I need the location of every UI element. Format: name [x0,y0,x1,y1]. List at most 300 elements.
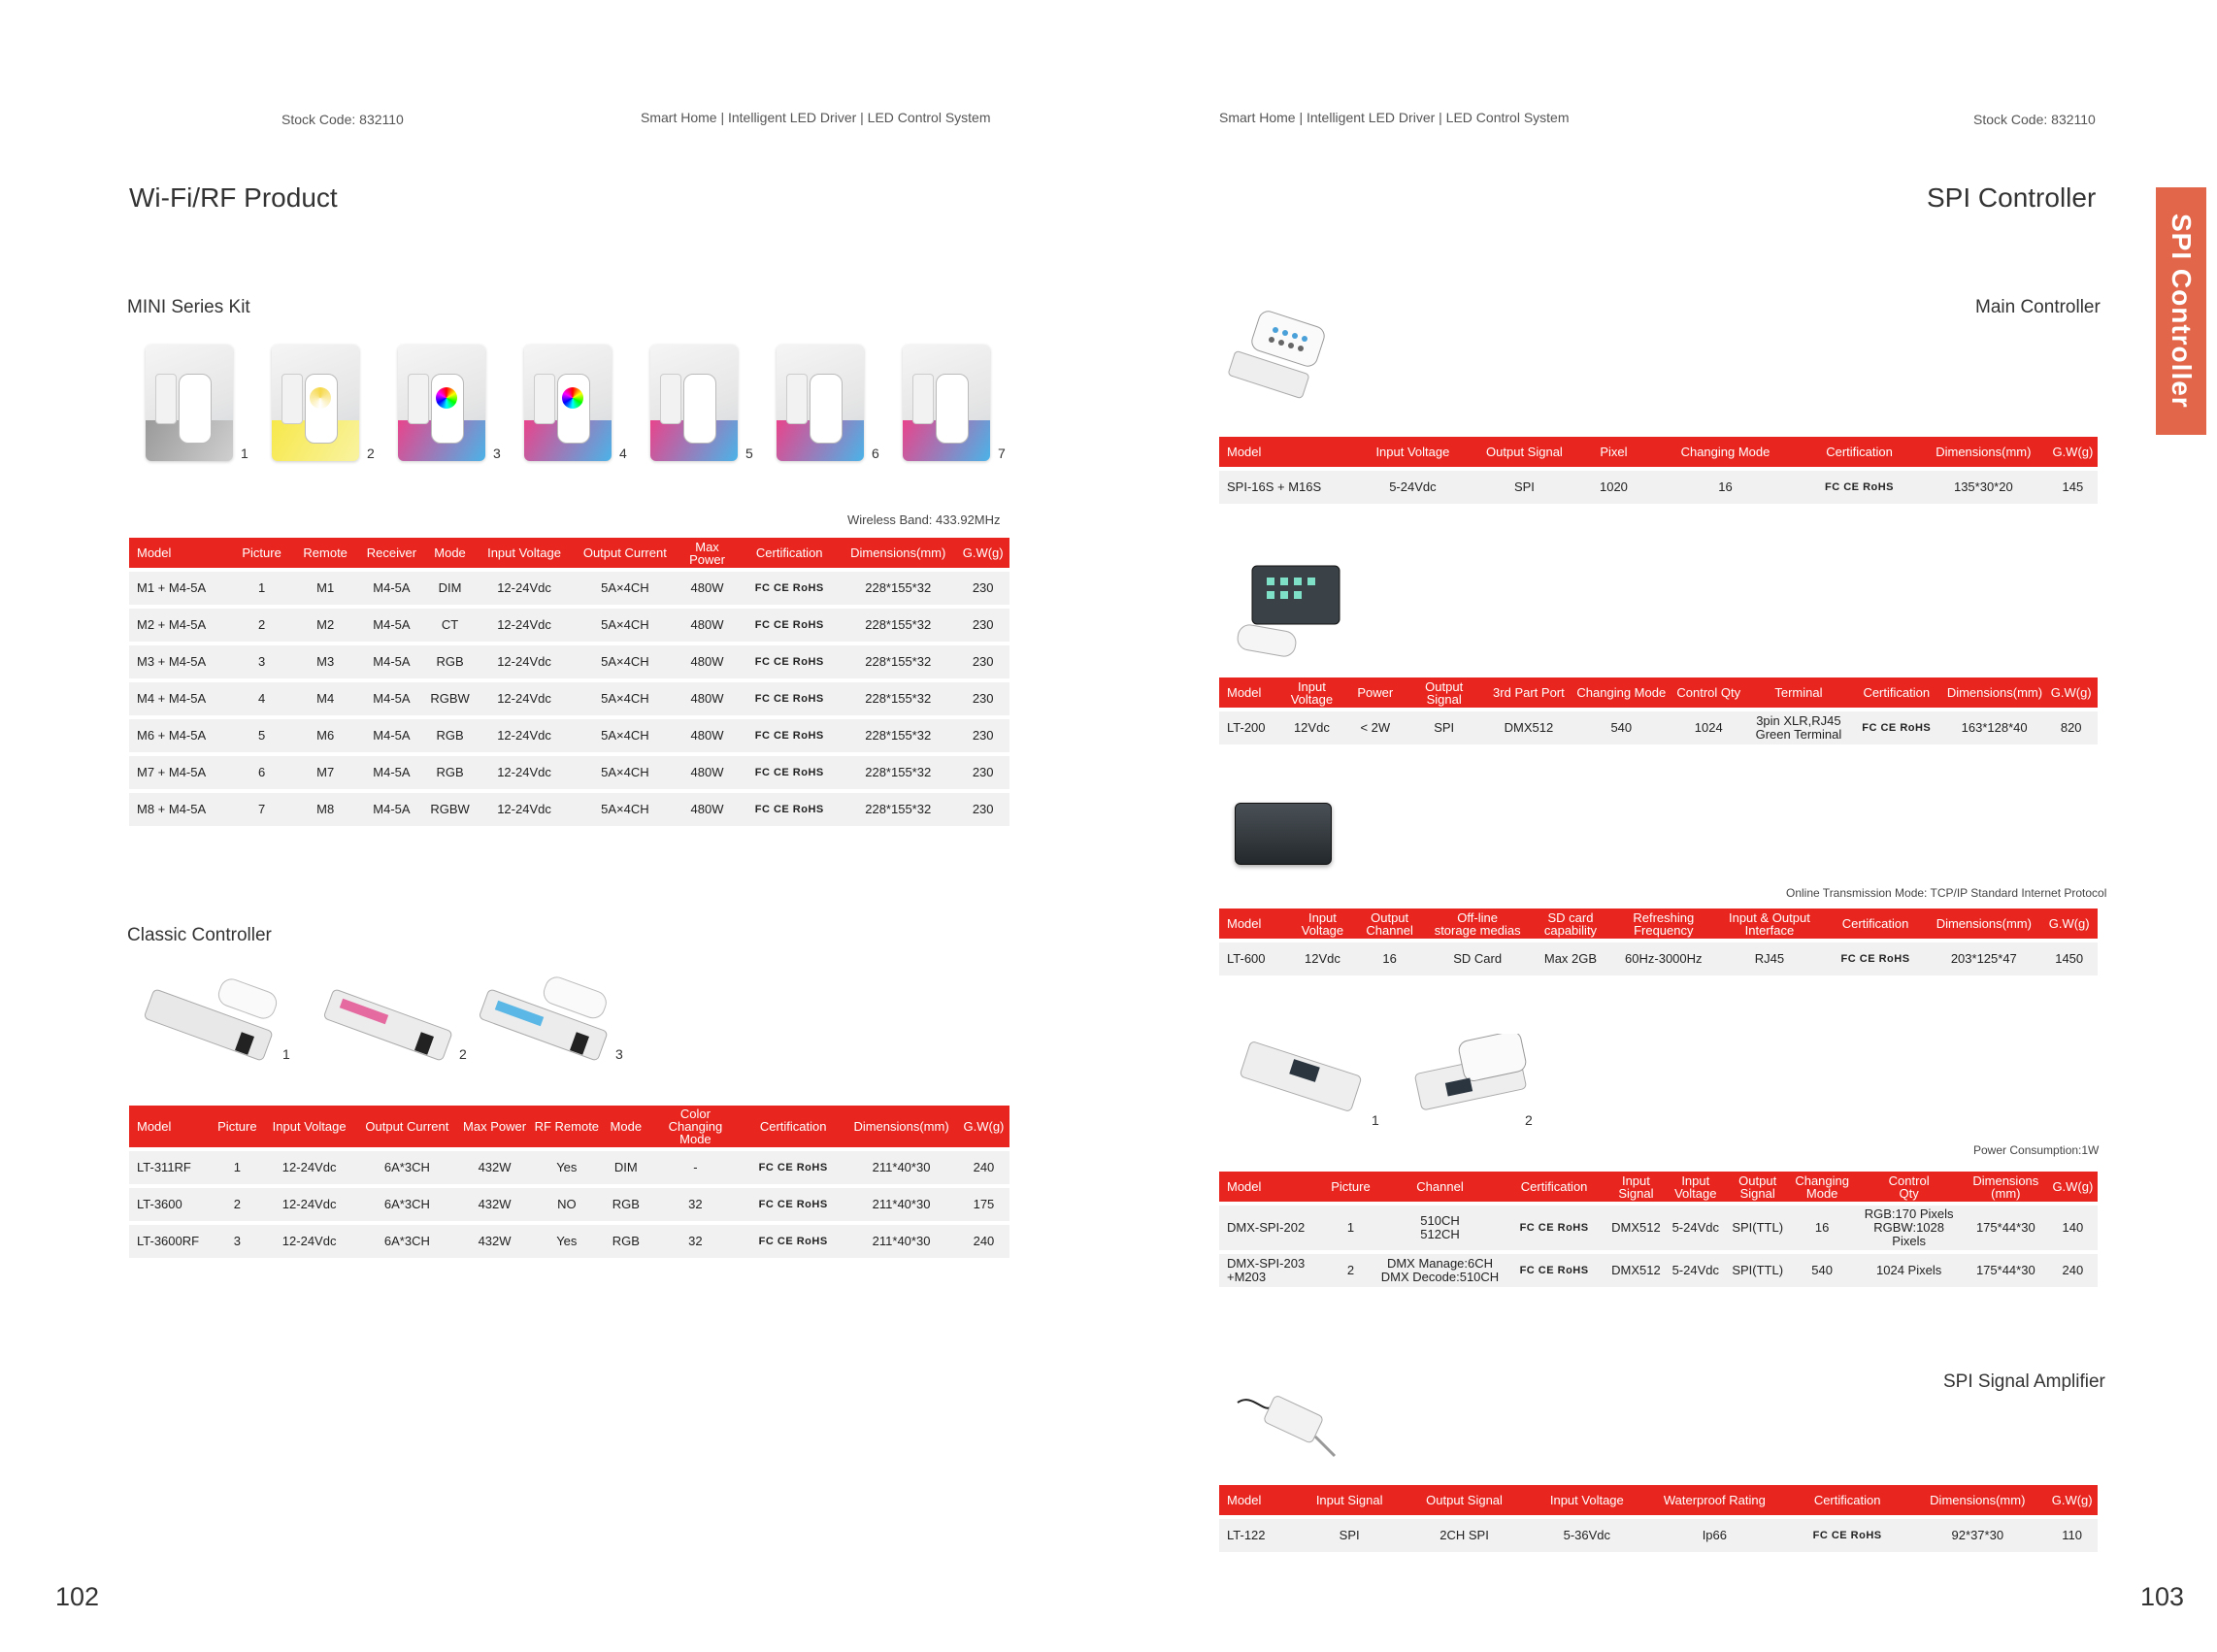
side-tab-spi-controller: SPI Controller [2156,187,2206,435]
table-cell: RGB [426,645,474,678]
table-cell: 135*30*20 [1919,471,2048,504]
column-header: Dimensions(mm) [1944,677,2045,708]
table-row [129,1188,1009,1221]
table-cell: 16 [1353,942,1426,975]
mini-kit-images [146,345,1029,461]
table-cell: 230 [956,756,1009,789]
table-cell: M4-5A [357,756,426,789]
table-cell: DMX512 [1606,1254,1666,1287]
table-cell: RJ45 [1715,942,1824,975]
table-cell: LT-3600RF [129,1225,212,1258]
picture-number: 2 [459,1046,467,1062]
certification-cell: FC CE RoHS [742,1151,844,1184]
table-cell: 175*44*30 [1964,1206,2048,1250]
table-cell: 510CH 512CH [1378,1206,1503,1250]
table-cell: 110 [2046,1519,2098,1552]
table-cell: 12-24Vdc [474,756,575,789]
certification-cell: FC CE RoHS [739,572,840,605]
table-cell: 432W [458,1225,530,1258]
table-cell: 92*37*30 [1908,1519,2046,1552]
certification-cell: FC CE RoHS [742,1188,844,1221]
table-cell: 480W [676,609,740,642]
column-header: G.W(g) [2044,677,2098,708]
table-row [1219,711,2098,744]
column-header: Input Voltage [263,1106,355,1147]
table-cell: M1 [293,572,357,605]
table-cell: M7 + M4-5A [129,756,230,789]
column-header: Dimensions(mm) [840,538,956,568]
table-cell: - [649,1151,742,1184]
table-cell: DMX-SPI-202 [1219,1206,1323,1250]
table-cell: LT-200 [1219,711,1277,744]
picture-number: 1 [1372,1112,1379,1128]
column-header: Changing Mode [1573,677,1669,708]
table-cell: M3 [293,645,357,678]
column-header: Input Voltage [474,538,575,568]
table-cell: 5A×4CH [575,793,676,826]
column-header: Model [1219,677,1277,708]
table-cell: 228*155*32 [840,682,956,715]
column-header: Input & Output Interface [1715,909,1824,939]
column-header: Control Qty [1854,1172,1963,1202]
column-header: Input Voltage [1292,909,1354,939]
table-cell: 228*155*32 [840,645,956,678]
spi-signal-amplifier-heading: SPI Signal Amplifier [1943,1371,2105,1392]
table-cell: 12-24Vdc [474,609,575,642]
table-cell: SPI [1301,1519,1398,1552]
controller-device-icon [1233,1034,1553,1140]
picture-number: 3 [493,446,501,461]
table-cell: 5-36Vdc [1531,1519,1643,1552]
table-cell: 480W [676,682,740,715]
table-cell: < 2W [1346,711,1405,744]
table-cell: Ip66 [1643,1519,1786,1552]
certification-cell: FC CE RoHS [1824,942,1927,975]
table-cell: 1020 [1576,471,1651,504]
column-header: Max Power [676,538,740,568]
lt-600-table [1219,905,2098,979]
table-cell: LT-3600 [129,1188,212,1221]
column-header: Output Signal [1398,1485,1531,1515]
wireless-band-note: Wireless Band: 433.92MHz [847,512,1001,527]
column-header: G.W(g) [956,538,1009,568]
table-cell: 2 [1323,1254,1377,1287]
table-cell: 480W [676,719,740,752]
table-cell: SPI(TTL) [1725,1206,1789,1250]
table-cell: 480W [676,756,740,789]
certification-cell: FC CE RoHS [1786,1519,1908,1552]
table-cell: M3 + M4-5A [129,645,230,678]
table-row [129,572,1009,605]
table-cell: M4-5A [357,719,426,752]
table-cell: Yes [531,1151,603,1184]
table-cell: M4 + M4-5A [129,682,230,715]
table-row [1219,1254,2098,1287]
picture-number: 7 [998,446,1006,461]
page-title-right: SPI Controller [1927,182,2097,213]
column-header: Picture [212,1106,263,1147]
table-cell: 211*40*30 [844,1225,958,1258]
table-cell: NO [531,1188,603,1221]
lt-200-product-image [1228,558,1354,665]
table-cell: M2 [293,609,357,642]
table-cell: 12Vdc [1277,711,1346,744]
column-header: Off-line storage medias [1426,909,1529,939]
column-header: Output Current [575,538,676,568]
table-cell: Max 2GB [1529,942,1611,975]
picture-number: 1 [241,446,248,461]
table-cell: 211*40*30 [844,1151,958,1184]
kit-package-icon [903,345,990,461]
column-header: Power [1346,677,1405,708]
table-cell: M4-5A [357,609,426,642]
table-cell: 2 [212,1188,263,1221]
column-header: Picture [1323,1172,1377,1202]
column-header: Output Signal [1725,1172,1789,1202]
table-cell: 5A×4CH [575,572,676,605]
column-header: RF Remote [531,1106,603,1147]
column-header: Model [1219,437,1353,467]
table-header-row [1219,909,2098,939]
table-cell: SPI [1472,471,1576,504]
column-header: Mode [426,538,474,568]
table-cell: 175*44*30 [1964,1254,2048,1287]
table-cell: 2CH SPI [1398,1519,1531,1552]
column-header: Output Channel [1353,909,1426,939]
column-header: 3rd Part Port [1484,677,1574,708]
table-cell: 1 [212,1151,263,1184]
table-cell: 540 [1790,1254,1854,1287]
table-cell: 1 [230,572,294,605]
kit-package-icon [272,345,359,461]
lt-200-table [1219,674,2098,748]
table-row [129,682,1009,715]
lt-122-table [1219,1481,2098,1556]
table-cell: LT-600 [1219,942,1292,975]
controller-device-icon [1228,558,1354,665]
table-cell: Yes [531,1225,603,1258]
column-header: G.W(g) [958,1106,1009,1147]
table-cell: DMX512 [1606,1206,1666,1250]
table-header-row [129,1106,1009,1147]
kit-package [777,345,903,461]
column-header: Max Power [458,1106,530,1147]
table-cell: 5A×4CH [575,645,676,678]
table-cell: 240 [958,1151,1009,1184]
power-consumption-note: Power Consumption:1W [1973,1143,2100,1157]
table-cell: 16 [1651,471,1800,504]
table-cell: RGB [426,756,474,789]
table-cell: 5-24Vdc [1353,471,1472,504]
column-header: Model [1219,909,1292,939]
certification-cell: FC CE RoHS [739,719,840,752]
breadcrumb-left: Smart Home | Intelligent LED Driver | LED Control System [641,110,991,125]
column-header: Input Signal [1606,1172,1666,1202]
certification-cell: FC CE RoHS [739,645,840,678]
column-header: Model [1219,1485,1301,1515]
kit-package-icon [524,345,612,461]
table-cell: 480W [676,645,740,678]
table-cell: 540 [1573,711,1669,744]
table-cell: 230 [956,719,1009,752]
table-cell: 5A×4CH [575,609,676,642]
dmx-spi-product-images [1233,1034,1553,1140]
table-cell: 5-24Vdc [1666,1206,1725,1250]
certification-cell: FC CE RoHS [739,609,840,642]
table-row [129,793,1009,826]
classic-controller-table [129,1102,1009,1262]
column-header: Dimensions(mm) [1908,1485,2046,1515]
column-header: SD card capability [1529,909,1611,939]
table-cell: DMX512 [1484,711,1574,744]
table-row [1219,1519,2098,1552]
table-cell: SPI [1405,711,1484,744]
classic-controller-heading: Classic Controller [127,925,272,945]
table-cell: DIM [603,1151,649,1184]
table-cell: M4 [293,682,357,715]
table-cell: 12-24Vdc [263,1188,355,1221]
main-controller-heading: Main Controller [1975,297,2101,317]
table-cell: 5-24Vdc [1666,1254,1725,1287]
table-cell: M8 [293,793,357,826]
page-number-right: 103 [2140,1582,2185,1611]
table-cell: 12-24Vdc [474,793,575,826]
table-row [1219,471,2098,504]
table-cell: 6A*3CH [355,1225,458,1258]
lt-122-product-image [1233,1383,1340,1461]
column-header: Dimensions(mm) [1927,909,2040,939]
table-cell: SPI-16S + M16S [1219,471,1353,504]
table-cell: 230 [956,609,1009,642]
table-cell: 12-24Vdc [474,719,575,752]
table-cell: 5A×4CH [575,719,676,752]
table-cell: 3pin XLR,RJ45 Green Terminal [1748,711,1849,744]
column-header: Certification [1786,1485,1908,1515]
kit-package [146,345,272,461]
column-header: Output Signal [1405,677,1484,708]
column-header: Picture [230,538,294,568]
table-cell: 240 [958,1225,1009,1258]
table-cell: 175 [958,1188,1009,1221]
column-header: G.W(g) [2048,437,2098,467]
table-cell: DIM [426,572,474,605]
column-header: Certification [1824,909,1927,939]
table-cell: LT-122 [1219,1519,1301,1552]
certification-cell: FC CE RoHS [1800,471,1919,504]
table-cell: SPI(TTL) [1725,1254,1789,1287]
table-header-row [1219,677,2098,708]
page-number-left: 102 [55,1582,100,1611]
column-header: Pixel [1576,437,1651,467]
kit-package-icon [650,345,738,461]
table-cell: 5A×4CH [575,682,676,715]
stock-code-right: Stock Code: 832110 [1973,112,2096,127]
column-header: Certification [1800,437,1919,467]
column-header: Output Signal [1472,437,1576,467]
remote-control-icon [1225,309,1341,415]
column-header: Model [129,1106,212,1147]
table-cell: 432W [458,1188,530,1221]
picture-number: 4 [619,446,627,461]
table-cell: M4-5A [357,793,426,826]
table-row [129,1151,1009,1184]
kit-package [903,345,1029,461]
certification-cell: FC CE RoHS [1502,1254,1605,1287]
cable-icon [1233,1383,1340,1461]
picture-number: 1 [282,1046,290,1062]
table-cell: 480W [676,793,740,826]
table-header-row [129,538,1009,568]
column-header: Dimensions(mm) [1919,437,2048,467]
table-cell: 163*128*40 [1944,711,2045,744]
table-cell: M8 + M4-5A [129,793,230,826]
spi-16s-product-image [1225,309,1341,415]
table-cell: 1 [1323,1206,1377,1250]
column-header: Dimensions(mm) [844,1106,958,1147]
kit-package [398,345,524,461]
kit-package-icon [146,345,233,461]
table-cell: RGB [426,719,474,752]
kit-package [272,345,398,461]
column-header: Input Voltage [1666,1172,1725,1202]
column-header: Certification [739,538,840,568]
table-cell: M1 + M4-5A [129,572,230,605]
picture-number: 2 [1525,1112,1533,1128]
table-cell: M4-5A [357,645,426,678]
table-cell: 32 [649,1225,742,1258]
table-cell: 12-24Vdc [474,645,575,678]
mini-series-table [129,534,1009,830]
table-cell: 228*155*32 [840,793,956,826]
column-header: Input Signal [1301,1485,1398,1515]
table-cell: 240 [2048,1254,2098,1287]
table-row [129,609,1009,642]
stock-code-left: Stock Code: 832110 [281,112,404,127]
classic-controller-images [141,975,645,1073]
table-cell: 6A*3CH [355,1151,458,1184]
column-header: Channel [1378,1172,1503,1202]
table-row [129,645,1009,678]
dmx-spi-table [1219,1168,2098,1291]
certification-cell: FC CE RoHS [1849,711,1944,744]
table-cell: 228*155*32 [840,572,956,605]
certification-cell: FC CE RoHS [742,1225,844,1258]
table-cell: 480W [676,572,740,605]
kit-package-icon [398,345,485,461]
table-cell: M7 [293,756,357,789]
table-cell: 3 [230,645,294,678]
column-header: Changing Mode [1790,1172,1854,1202]
table-cell: 4 [230,682,294,715]
table-cell: 228*155*32 [840,719,956,752]
table-cell: 230 [956,793,1009,826]
table-cell: M2 + M4-5A [129,609,230,642]
certification-cell: FC CE RoHS [739,756,840,789]
table-cell: M6 + M4-5A [129,719,230,752]
table-cell: 432W [458,1151,530,1184]
table-cell: 1450 [2040,942,2098,975]
table-cell: 145 [2048,471,2098,504]
mini-series-heading: MINI Series Kit [127,297,250,317]
lt-600-product-image [1235,803,1332,865]
table-header-row [1219,1485,2098,1515]
table-cell: 12-24Vdc [263,1151,355,1184]
table-cell: 5A×4CH [575,756,676,789]
table-cell: M6 [293,719,357,752]
table-cell: 5 [230,719,294,752]
spi-16s-table [1219,433,2098,508]
table-cell: 230 [956,645,1009,678]
table-cell: 60Hz-3000Hz [1612,942,1715,975]
table-cell: 32 [649,1188,742,1221]
table-cell: RGBW [426,682,474,715]
table-cell: 230 [956,572,1009,605]
table-row [129,756,1009,789]
table-cell: DMX Manage:6CH DMX Decode:510CH [1378,1254,1503,1287]
table-cell: SD Card [1426,942,1529,975]
table-cell: 12-24Vdc [263,1225,355,1258]
kit-package [650,345,777,461]
table-cell: 6A*3CH [355,1188,458,1221]
table-cell: RGB [603,1188,649,1221]
table-cell: 820 [2044,711,2098,744]
certification-cell: FC CE RoHS [739,682,840,715]
column-header: G.W(g) [2040,909,2098,939]
column-header: Mode [603,1106,649,1147]
table-header-row [1219,437,2098,467]
table-cell: 1024 Pixels [1854,1254,1963,1287]
table-header-row [1219,1172,2098,1202]
table-cell: DMX-SPI-203 +M203 [1219,1254,1323,1287]
column-header: Input Voltage [1353,437,1472,467]
table-cell: 230 [956,682,1009,715]
table-cell: M4-5A [357,682,426,715]
column-header: Refreshing Frequency [1612,909,1715,939]
table-cell: 211*40*30 [844,1188,958,1221]
column-header: Terminal [1748,677,1849,708]
table-row [1219,942,2098,975]
column-header: Certification [1849,677,1944,708]
column-header: Receiver [357,538,426,568]
table-cell: 16 [1790,1206,1854,1250]
column-header: Changing Mode [1651,437,1800,467]
picture-number: 3 [615,1046,623,1062]
table-cell: 203*125*47 [1927,942,2040,975]
column-header: G.W(g) [2046,1485,2098,1515]
column-header: Color Changing Mode [649,1106,742,1147]
column-header: Input Voltage [1531,1485,1643,1515]
column-header: Model [1219,1172,1323,1202]
table-cell: 2 [230,609,294,642]
table-cell: 6 [230,756,294,789]
certification-cell: FC CE RoHS [739,793,840,826]
table-row [129,719,1009,752]
table-row [1219,1206,2098,1250]
table-row [129,1225,1009,1258]
picture-number: 2 [367,446,375,461]
column-header: Dimensions (mm) [1964,1172,2048,1202]
column-header: Certification [742,1106,844,1147]
column-header: G.W(g) [2048,1172,2098,1202]
page-title-left: Wi-Fi/RF Product [129,182,338,213]
column-header: Certification [1502,1172,1605,1202]
table-cell: 228*155*32 [840,609,956,642]
column-header: Waterproof Rating [1643,1485,1786,1515]
table-cell: RGB [603,1225,649,1258]
column-header: Control Qty [1669,677,1748,708]
table-cell: 7 [230,793,294,826]
table-cell: 1024 [1669,711,1748,744]
